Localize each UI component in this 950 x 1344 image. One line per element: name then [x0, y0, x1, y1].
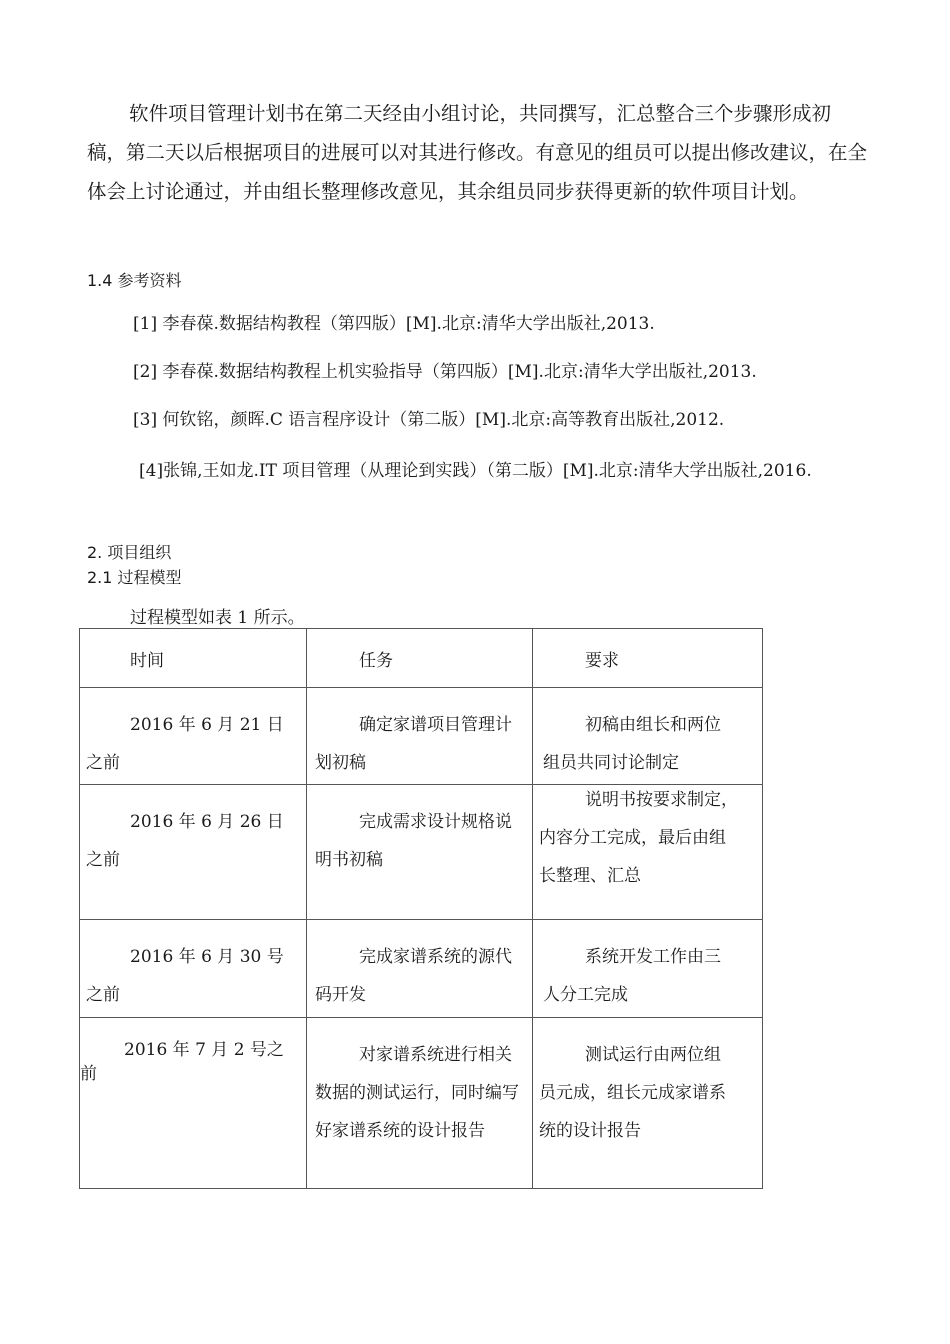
header-cell-requirement: 要求 — [533, 629, 763, 688]
reference-item: [2] 李春葆.数据结构教程上机实验指导（第四版）[M].北京:清华大学出版社,2013. — [133, 362, 757, 382]
table-row — [80, 1018, 763, 1189]
table-row — [80, 688, 763, 785]
intro-paragraph: 软件项目管理计划书在第二天经由小组讨论，共同撰写，汇总整合三个步骤形成初稿，第二天以后根据项目的进展可以对其进行修改。有意见的组员可以提出修改建议，在全体会上讨论通过，并由组长整理修改意见，其余组员同步获得更新的软件项目计划。 — [87, 102, 868, 203]
reference-item: [4]张锦,王如龙.IT 项目管理（从理论到实践）（第二版）[M].北京:清华大学出版社,2016. — [139, 461, 812, 481]
task-cell: 完成家谱系统的源代码开发 — [315, 947, 512, 1005]
task-cell: 确定家谱项目管理计划初稿 — [315, 715, 512, 773]
header-cell-time: 时间 — [80, 629, 307, 688]
requirement-cell: 测试运行由两位组 员元成，组长元成家谱系 统的设计报告 — [539, 1045, 726, 1141]
time-cell: 2016 年 6 月 26 日之前 — [86, 812, 284, 870]
section-heading-references: 1.4 参考资料 — [87, 271, 182, 290]
table-row — [80, 920, 763, 1018]
header-cell-task: 任务 — [307, 629, 533, 688]
requirement-cell: 说明书按要求制定， 内容分工完成，最后由组 长整理、汇总 — [539, 790, 738, 886]
section-heading-organization: 2. 项目组织 — [87, 543, 172, 562]
requirement-cell: 系统开发工作由三 人分工完成 — [543, 947, 721, 1005]
table-header-row — [80, 629, 763, 688]
time-cell: 2016 年 7 月 2 号之前 — [80, 1040, 284, 1084]
table-caption: 过程模型如表 1 所示。 — [130, 608, 305, 628]
requirement-cell: 初稿由组长和两位 组员共同讨论制定 — [543, 715, 721, 773]
reference-item: [1] 李春葆.数据结构教程（第四版）[M].北京:清华大学出版社,2013. — [133, 314, 655, 334]
time-cell: 2016 年 6 月 21 日之前 — [86, 715, 284, 773]
table-row — [80, 785, 763, 920]
task-cell: 对家谱系统进行相关数据的测试运行，同时编写好家谱系统的设计报告 — [315, 1045, 519, 1141]
section-heading-process-model: 2.1 过程模型 — [87, 568, 182, 587]
task-cell: 完成需求设计规格说明书初稿 — [315, 812, 512, 870]
process-model-table — [79, 628, 763, 1189]
time-cell: 2016 年 6 月 30 号之前 — [86, 947, 284, 1005]
reference-item: [3] 何钦铭，颜晖.C 语言程序设计（第二版）[M].北京:高等教育出版社,2012. — [133, 410, 725, 430]
